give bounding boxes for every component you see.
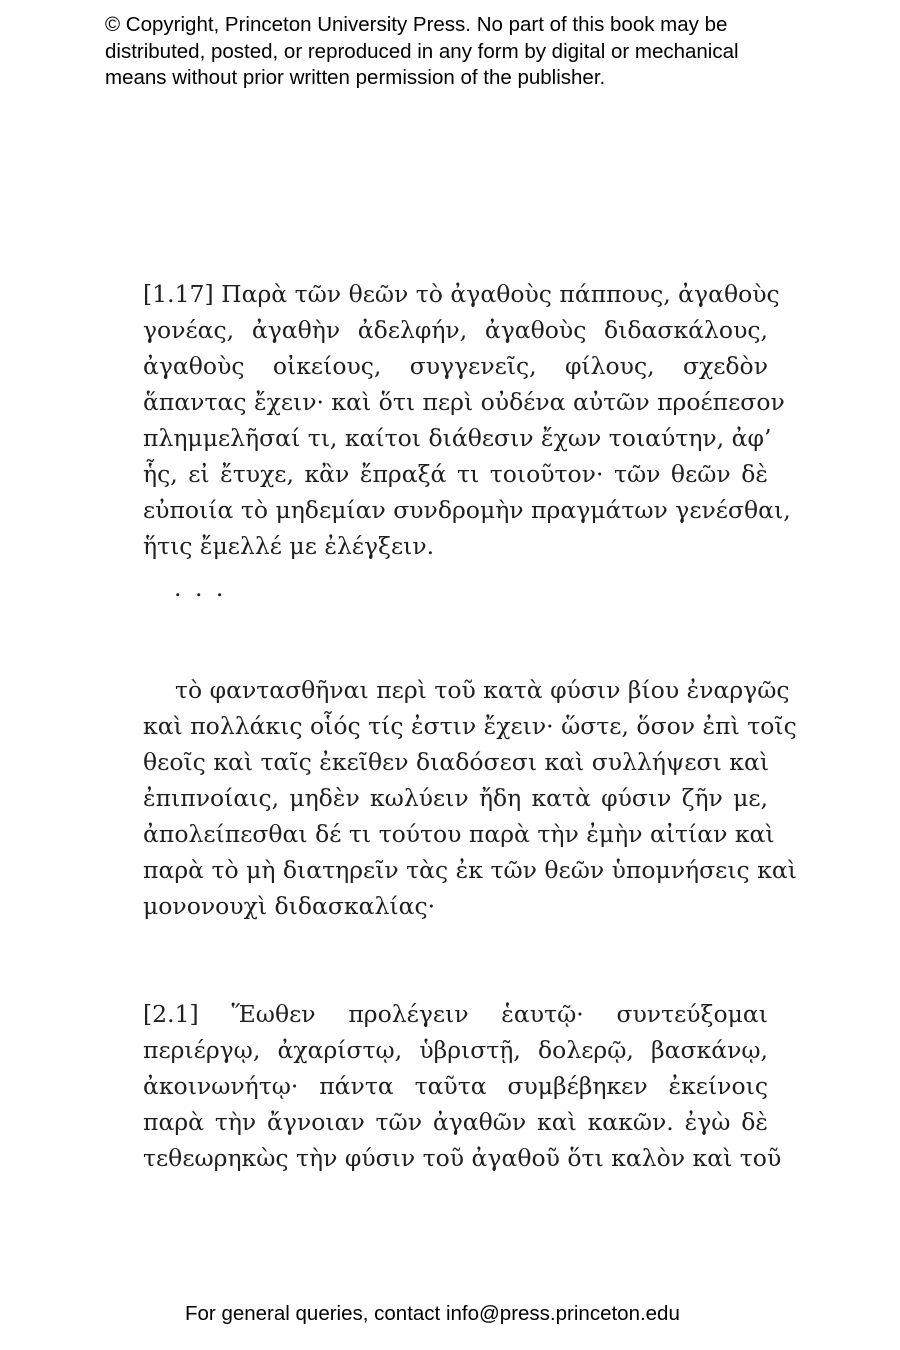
- text-line: γονέας, ἀγαθὴν ἀδελφήν, ἀγαθοὺς διδασκάλους,: [143, 316, 768, 344]
- text-line: θεοῖς καὶ ταῖς ἐκεῖθεν διαδόσεσι καὶ συλλήψεσι καὶ: [143, 748, 770, 776]
- text-line: ἧς, εἰ ἔτυχε, κἂν ἔπραξά τι τοιοῦτον· τῶν θεῶν δὲ: [143, 460, 768, 488]
- omission-ellipsis: . . .: [174, 574, 227, 602]
- text-line: [2.1] Ἕωθεν προλέγειν ἑαυτῷ· συντεύξομαι: [143, 1000, 768, 1028]
- text-line: ἀπολείπεσθαι δέ τι τούτου παρὰ τὴν ἐμὴν αἰτίαν καὶ: [143, 820, 775, 848]
- text-line: παρὰ τὴν ἄγνοιαν τῶν ἀγαθῶν καὶ κακῶν. ἐγὼ δὲ: [143, 1108, 768, 1136]
- contact-footer: For general queries, contact info@press.princeton.edu: [185, 1302, 680, 1325]
- text-line: περιέργῳ, ἀχαρίστῳ, ὑβριστῇ, δολερῷ, βασκάνῳ,: [143, 1036, 768, 1064]
- copyright-notice: [105, 12, 865, 92]
- text-line: ἥτις ἔμελλέ με ἐλέγξειν.: [143, 532, 435, 560]
- text-line: ἀκοινωνήτῳ· πάντα ταῦτα συμβέβηκεν ἐκείνοις: [143, 1072, 768, 1100]
- text-line: τεθεωρηκὼς τὴν φύσιν τοῦ ἀγαθοῦ ὅτι καλὸν καὶ τοῦ: [143, 1144, 782, 1172]
- text-line: ἀγαθοὺς οἰκείους, συγγενεῖς, φίλους, σχεδὸν: [143, 352, 768, 380]
- text-line: ἅπαντας ἔχειν· καὶ ὅτι περὶ οὐδένα αὐτῶν προέπεσον: [143, 388, 785, 416]
- text-line: μονονουχὶ διδασκαλίας·: [143, 892, 436, 920]
- text-line: τὸ φαντασθῆναι περὶ τοῦ κατὰ φύσιν βίου ἐναργῶς: [175, 676, 790, 704]
- copyright-notice-line: distributed, posted, or reproduced in any form by digital or mechanical: [105, 39, 739, 63]
- copyright-notice-line: means without prior written permission of the publisher.: [105, 66, 606, 89]
- text-line: [1.17] Παρὰ τῶν θεῶν τὸ ἀγαθοὺς πάππους, ἀγαθοὺς: [143, 280, 780, 308]
- passage-1-17: [143, 276, 791, 564]
- passage-2-1: [143, 996, 782, 1176]
- text-line: πλημμελῆσαί τι, καίτοι διάθεσιν ἔχων τοιαύτην, ἀφ’: [143, 424, 772, 452]
- text-line: καὶ πολλάκις οἷός τίς ἐστιν ἔχειν· ὥστε, ὅσον ἐπὶ τοῖς: [143, 712, 797, 740]
- passage-1-17-continued: [143, 672, 797, 924]
- text-line: παρὰ τὸ μὴ διατηρεῖν τὰς ἐκ τῶν θεῶν ὑπομνήσεις καὶ: [143, 856, 797, 884]
- text-line: εὐποιία τὸ μηδεμίαν συνδρομὴν πραγμάτων γενέσθαι,: [143, 496, 791, 524]
- copyright-notice-line: © Copyright, Princeton University Press. No part of this book may be: [105, 13, 728, 36]
- text-line: ἐπιπνοίαις, μηδὲν κωλύειν ἤδη κατὰ φύσιν ζῆν με,: [143, 784, 768, 812]
